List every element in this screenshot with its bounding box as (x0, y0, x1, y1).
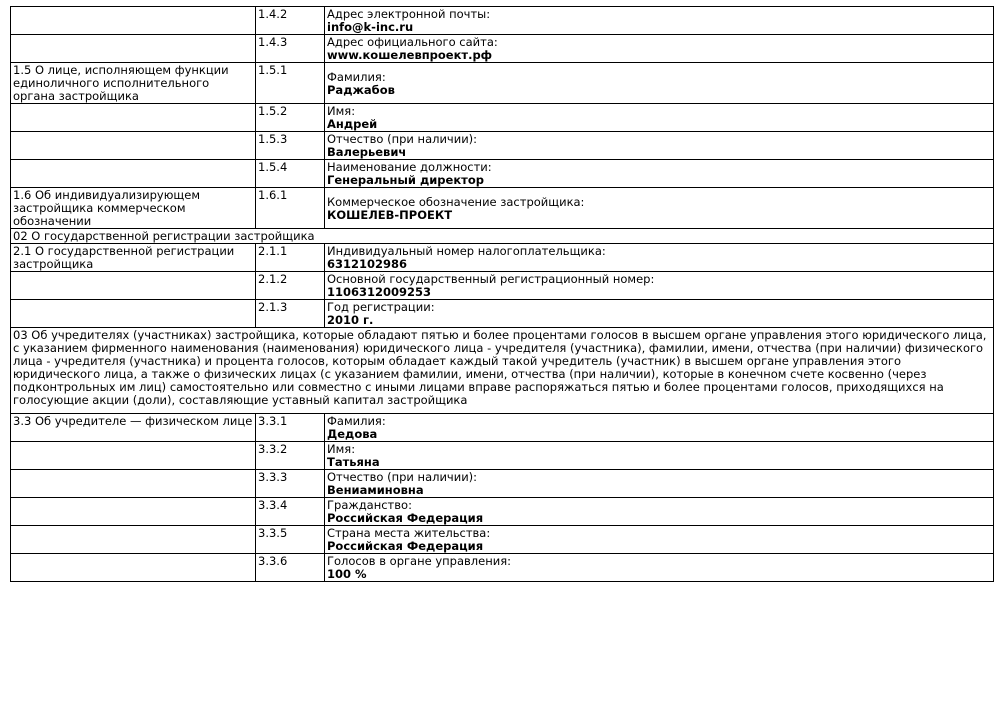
developer-info-table (10, 6, 994, 582)
code-cell: 1.4.2 (256, 7, 325, 35)
field-cell (325, 35, 994, 63)
field-cell (325, 132, 994, 160)
table-row (11, 300, 994, 328)
code-cell: 1.5.4 (256, 160, 325, 188)
field-label: Основной государственный регистрационный номер: (327, 272, 655, 286)
field-value: Андрей (327, 117, 378, 131)
field-label: Адрес электронной почты: (327, 7, 491, 21)
table-row (11, 526, 994, 554)
table-row (11, 272, 994, 300)
section-cell (11, 526, 256, 554)
section-cell: 3.3 Об учредителе — физическом лице (11, 414, 256, 442)
section-cell: 1.5 О лице, исполняющем функции единоличного исполнительного органа застройщика (11, 63, 256, 104)
table-row (11, 104, 994, 132)
field-cell (325, 104, 994, 132)
section-header-row (11, 328, 994, 414)
table-row (11, 470, 994, 498)
field-label: Имя: (327, 104, 356, 118)
field-value: Российская Федерация (327, 511, 484, 525)
table-row (11, 188, 994, 229)
field-label: Имя: (327, 442, 356, 456)
section-header-row (11, 229, 994, 244)
field-label: Страна места жительства: (327, 526, 491, 540)
field-cell (325, 442, 994, 470)
field-cell (325, 63, 994, 104)
section-cell: 2.1 О государственной регистрации застройщика (11, 244, 256, 272)
table-row (11, 160, 994, 188)
code-cell: 2.1.3 (256, 300, 325, 328)
table-row (11, 554, 994, 582)
table-row (11, 498, 994, 526)
code-cell: 3.3.5 (256, 526, 325, 554)
field-label: Фамилия: (327, 69, 386, 84)
section-cell (11, 554, 256, 582)
section-cell (11, 470, 256, 498)
field-cell (325, 188, 994, 229)
field-value: 100 % (327, 567, 367, 581)
field-value: Татьяна (327, 455, 380, 469)
code-cell: 3.3.2 (256, 442, 325, 470)
section-cell (11, 160, 256, 188)
field-cell (325, 244, 994, 272)
section-header: 02 О государственной регистрации застройщика (11, 229, 994, 244)
field-value: 2010 г. (327, 313, 374, 327)
field-value: Генеральный директор (327, 173, 484, 187)
code-cell: 1.6.1 (256, 188, 325, 229)
code-cell: 1.5.1 (256, 63, 325, 104)
field-label: Год регистрации: (327, 300, 435, 314)
section-cell (11, 7, 256, 35)
table-row (11, 7, 994, 35)
field-value: www.кошелевпроект.рф (327, 48, 493, 62)
field-value: Дедова (327, 427, 378, 441)
field-label: Фамилия: (327, 414, 386, 428)
section-cell (11, 104, 256, 132)
code-cell: 2.1.1 (256, 244, 325, 272)
section-header: 03 Об учредителях (участниках) застройщика, которые обладают пятью и более процентами голосов в высшем органе управления этого юридического лица, с указанием фирменного наименования (наименования) юридического лица - учредителя (участника), фамилии, имени, отчества (при наличии) физического лица - учредителя (участника) и процента голосов, которым обладает каждый такой учредитель (участник) в высшем органе управления этого юридического лица, а также о физических лицах (с указанием фамилии, имени, отчества (при наличии), которые в конечном счете косвенно (через подконтрольных им лиц) самостоятельно или совместно с иными лицами вправе распоряжаться пятью и более процентами голосов, приходящихся на голосующие акции (доли), составляющие уставный капитал застройщика (11, 328, 994, 414)
code-cell: 1.5.3 (256, 132, 325, 160)
field-label: Гражданство: (327, 498, 412, 512)
field-label: Коммерческое обозначение застройщика: (327, 194, 585, 209)
code-cell: 3.3.6 (256, 554, 325, 582)
section-cell (11, 442, 256, 470)
field-value: Российская Федерация (327, 539, 484, 553)
code-cell: 2.1.2 (256, 272, 325, 300)
field-cell (325, 554, 994, 582)
section-cell (11, 498, 256, 526)
code-cell: 1.5.2 (256, 104, 325, 132)
field-value: Раджабов (327, 82, 395, 97)
code-cell: 3.3.4 (256, 498, 325, 526)
field-cell (325, 160, 994, 188)
section-cell (11, 35, 256, 63)
field-label: Индивидуальный номер налогоплательщика: (327, 244, 606, 258)
field-label: Отчество (при наличии): (327, 132, 478, 146)
field-cell (325, 498, 994, 526)
field-label: Наименование должности: (327, 160, 492, 174)
field-value: Валерьевич (327, 145, 407, 159)
field-cell (325, 526, 994, 554)
table-row (11, 63, 994, 104)
table-row (11, 414, 994, 442)
field-cell (325, 7, 994, 35)
field-label: Голосов в органе управления: (327, 554, 511, 568)
section-cell (11, 300, 256, 328)
section-cell: 1.6 Об индивидуализирующем застройщика коммерческом обозначении (11, 188, 256, 229)
section-cell (11, 132, 256, 160)
field-value: Вениаминовна (327, 483, 424, 497)
table-row (11, 244, 994, 272)
field-value: 1106312009253 (327, 285, 432, 299)
table-row (11, 132, 994, 160)
section-cell (11, 272, 256, 300)
table-row (11, 442, 994, 470)
field-cell (325, 414, 994, 442)
field-cell (325, 300, 994, 328)
field-value: КОШЕЛЕВ-ПРОЕКТ (327, 207, 453, 222)
field-cell (325, 272, 994, 300)
field-value: 6312102986 (327, 257, 408, 271)
code-cell: 3.3.1 (256, 414, 325, 442)
field-value: info@k-inc.ru (327, 20, 414, 34)
code-cell: 1.4.3 (256, 35, 325, 63)
field-label: Отчество (при наличии): (327, 470, 478, 484)
code-cell: 3.3.3 (256, 470, 325, 498)
field-cell (325, 470, 994, 498)
table-row (11, 35, 994, 63)
field-label: Адрес официального сайта: (327, 35, 498, 49)
